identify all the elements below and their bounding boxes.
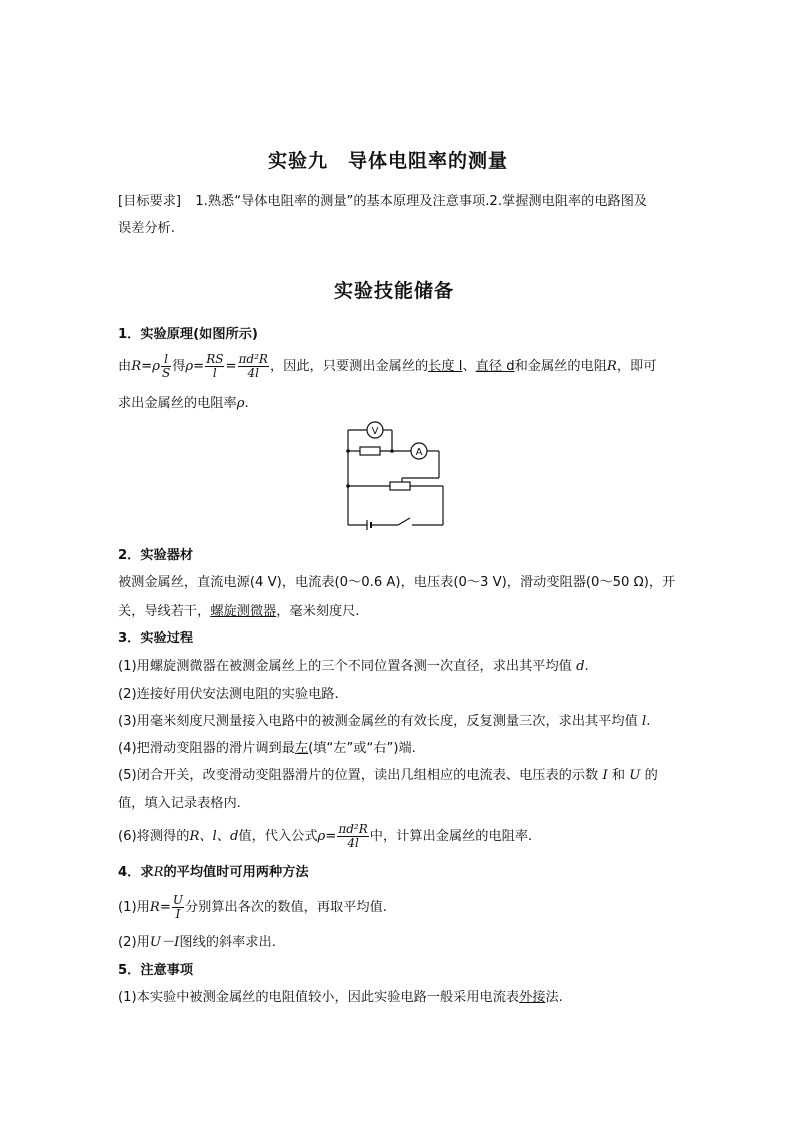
s2-line-2 — [118, 601, 360, 623]
goal-line-1 — [118, 191, 647, 213]
s3-i4-b: (填“左”或“右”)端. — [308, 741, 416, 756]
frac-den: 4l — [247, 365, 259, 380]
s3-i6-c: 中，计算出金属丝的电阻率. — [369, 829, 533, 844]
s3-i5-and: 和 — [611, 768, 626, 783]
s1-text-a: ，因此，只要测出金属丝的 — [269, 359, 429, 374]
underline-micrometer: 螺旋测微器 — [210, 604, 277, 619]
var-l: l. — [642, 714, 651, 729]
fraction-pid2R-over-4l — [337, 823, 368, 849]
s2-line-1: 被测金属丝，直流电源(4 V)，电流表(0～0.6 A)，电压表(0～3 V)，滑动变阻器(0～50 Ω)，开 — [118, 575, 676, 590]
s3-item-5 — [118, 765, 658, 787]
circuit-diagram — [340, 420, 452, 532]
page-title: 实验九 导体电阻率的测量 — [268, 150, 509, 172]
s3-item-4 — [118, 738, 416, 760]
s1-heading: 1．实验原理(如图所示) — [118, 327, 258, 342]
s3-i5-a: (5)闭合开关，改变滑动变阻器滑片的位置，读出几组相应的电流表、电压表的示数 — [118, 768, 599, 783]
var-rho-end: ρ. — [236, 396, 249, 411]
vars-R-l-d: R、l、d — [189, 829, 239, 844]
s4-i1-b: 分别算出各次的数值，再取平均值. — [185, 900, 388, 915]
junction-dot — [346, 449, 350, 453]
s5-i1-b: 法. — [545, 990, 563, 1005]
s4-i2-a: (2)用 — [118, 935, 150, 950]
underline-length-l: 长度 l — [428, 359, 463, 374]
var-U: U — [629, 768, 641, 783]
eq-sign: = — [325, 829, 337, 844]
frac-num: πd²R — [338, 821, 368, 836]
s3-i5-b: 的 — [644, 768, 658, 783]
s4-item-2 — [118, 932, 276, 954]
underline-external: 外接 — [519, 990, 546, 1005]
var-R: R — [131, 359, 142, 374]
voltmeter-label: V — [371, 426, 379, 437]
var-R: R — [153, 865, 164, 880]
s4-heading-a: 4．求 — [118, 865, 154, 880]
var-rho: ρ — [185, 359, 194, 374]
frac-num: l — [161, 353, 171, 367]
var-rho: ρ — [152, 359, 160, 374]
frac-num: πd²R — [238, 351, 268, 366]
frac-den: I — [175, 906, 181, 921]
fraction-U-over-I — [172, 894, 184, 920]
s1-line2-text: 求出金属丝的电阻率 — [118, 396, 237, 411]
s1-text-you: 由 — [118, 359, 132, 374]
s4-i2-b: 图线的斜率求出. — [179, 935, 276, 950]
s3-i6-b: 值，代入公式 — [238, 829, 318, 844]
var-rho: ρ — [317, 829, 326, 844]
s1-line-2 — [118, 393, 249, 415]
section-title: 实验技能储备 — [334, 280, 455, 302]
goal-text-1: 1.熟悉“导体电阻率的测量”的基本原理及注意事项.2.掌握测电阻率的电路图及 — [195, 194, 648, 209]
s3-item-1 — [118, 656, 589, 678]
s5-i1-a: (1)本实验中被测金属丝的电阻值较小，因此实验电路一般采用电流表 — [118, 990, 520, 1005]
var-R: R — [606, 359, 617, 374]
s4-item-1 — [118, 891, 387, 925]
s4-i1-a: (1)用 — [118, 900, 150, 915]
eq-sign: = — [193, 359, 205, 374]
s5-heading: 5．注意事项 — [118, 963, 194, 978]
frac-num: RS — [206, 351, 224, 366]
underline-diameter-d: 直径 d — [475, 359, 515, 374]
sep: 、 — [462, 359, 476, 374]
s3-item-3 — [118, 711, 650, 733]
ammeter-label: A — [415, 447, 423, 458]
s3-item-6 — [118, 820, 532, 854]
eq-sign: = — [225, 359, 237, 374]
s3-i1-text: (1)用螺旋测微器在被测金属丝上的三个不同位置各测一次直径，求出其平均值 — [118, 659, 572, 674]
s3-item-5-line-2: 值，填入记录表格内. — [118, 796, 241, 811]
s5-item-1 — [118, 987, 563, 1009]
rheostat-icon — [390, 482, 410, 490]
fraction-pid2R-over-4l — [238, 353, 269, 379]
var-U-I: U－I — [149, 935, 180, 950]
frac-den: l — [212, 365, 217, 380]
s3-i3-text: (3)用毫米刻度尺测量接入电路中的被测金属丝的有效长度，反复测量三次，求出其平均值 — [118, 714, 638, 729]
var-I: I — [602, 768, 608, 783]
frac-den: S — [161, 365, 171, 380]
s1-formula-line — [118, 350, 656, 384]
var-d: d. — [576, 659, 589, 674]
goal-line-2: 误差分析. — [118, 221, 175, 236]
s1-text-b: 和金属丝的电阻 — [514, 359, 607, 374]
s2-line2-a: 关，导线若干， — [118, 604, 211, 619]
s3-i6-a: (6)将测得的 — [118, 829, 190, 844]
s1-text-de: 得 — [172, 359, 186, 374]
var-R: R — [149, 900, 160, 915]
underline-left: 左 — [294, 741, 309, 756]
junction-dot — [390, 449, 394, 453]
eq-sign: = — [141, 359, 153, 374]
junction-dot — [346, 484, 350, 488]
fraction-RS-over-l — [205, 353, 224, 379]
eq-sign: = — [159, 900, 171, 915]
goal-tag: [目标要求] — [118, 194, 182, 209]
frac-den: 4l — [347, 835, 359, 850]
s4-heading-b: 的平均值时可用两种方法 — [163, 865, 309, 880]
s2-line2-b: ，毫米刻度尺. — [276, 604, 360, 619]
resistor-icon — [360, 447, 380, 455]
s3-i4-a: (4)把滑动变阻器的滑片调到最 — [118, 741, 295, 756]
s3-item-2: (2)连接好用伏安法测电阻的实验电路. — [118, 687, 339, 702]
s3-heading: 3．实验过程 — [118, 631, 194, 646]
switch-icon — [398, 518, 410, 525]
frac-num: U — [172, 892, 183, 907]
s4-heading — [118, 862, 309, 884]
s2-heading: 2．实验器材 — [118, 548, 194, 563]
fraction-l-over-S — [161, 353, 171, 379]
s1-text-c: ，即可 — [616, 359, 657, 374]
